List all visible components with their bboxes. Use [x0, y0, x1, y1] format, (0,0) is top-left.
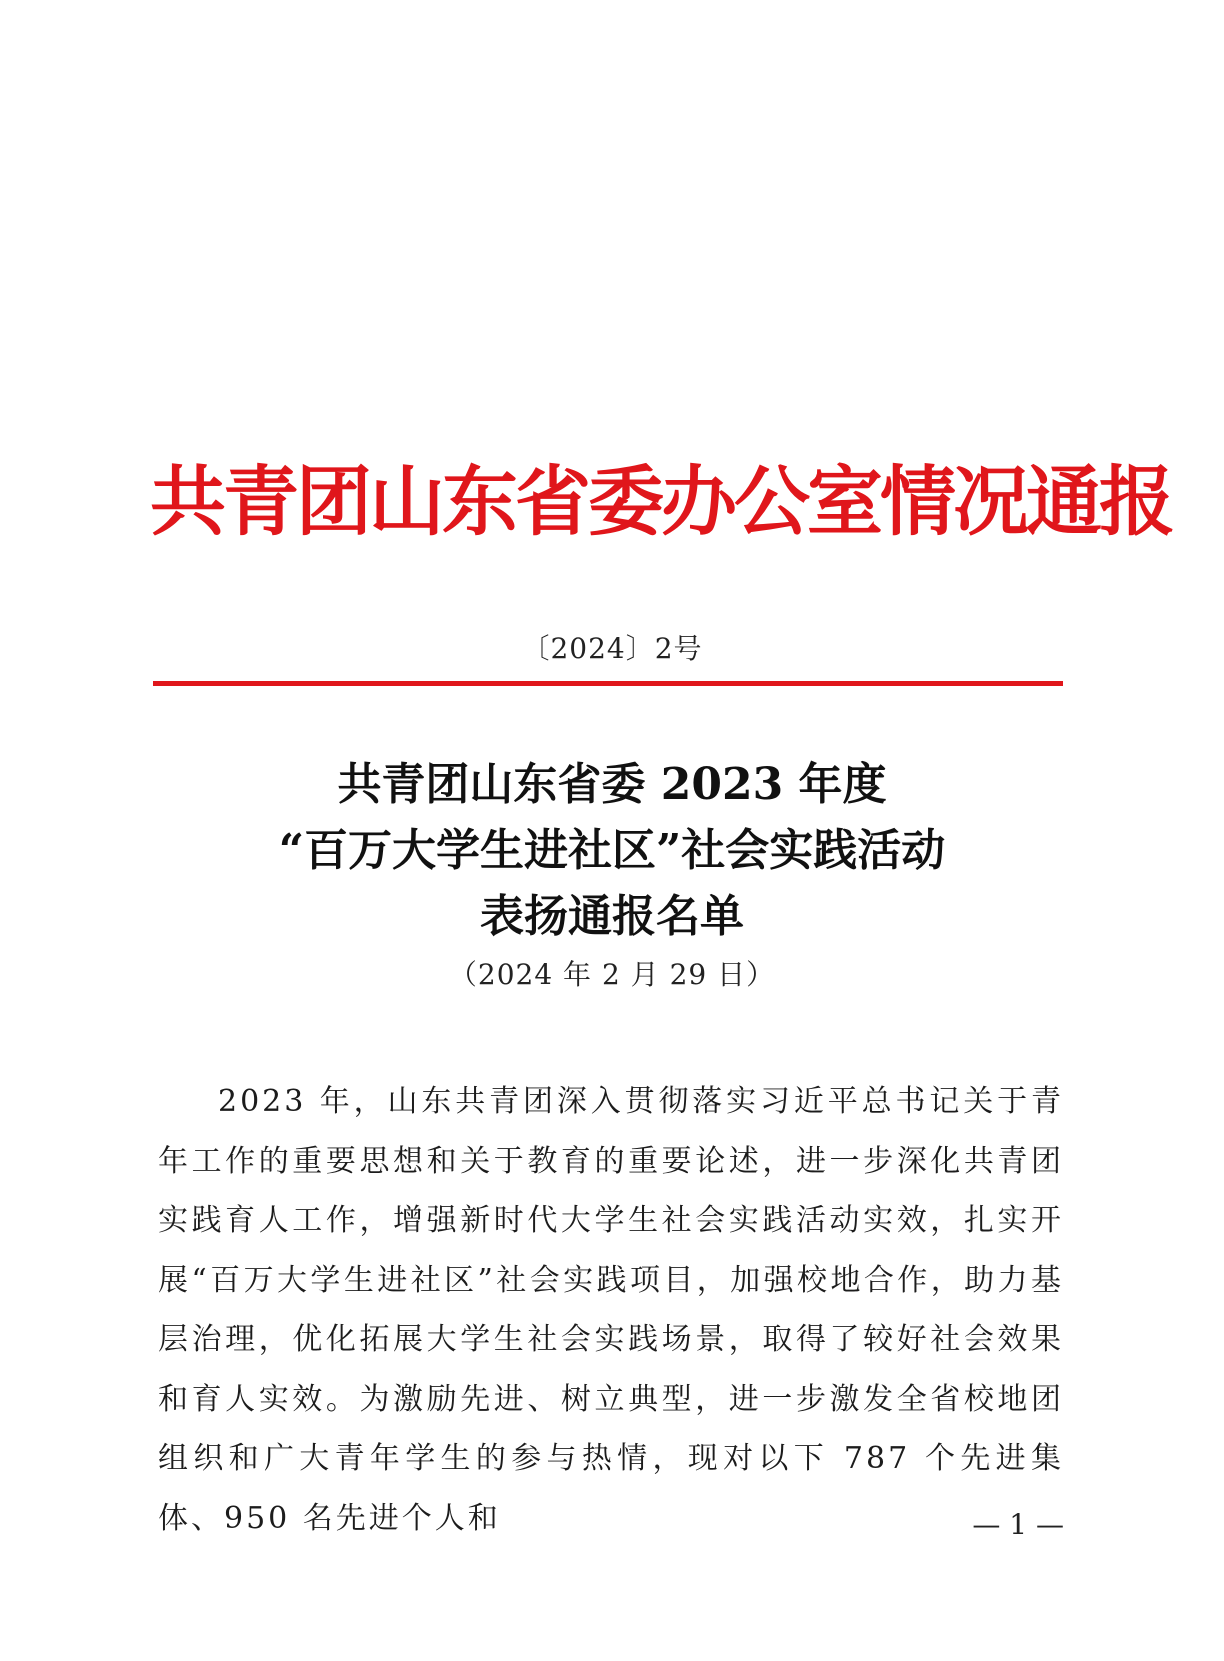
title-line-2: “百万大学生进社区”社会实践活动 — [278, 825, 946, 876]
document-title — [150, 752, 1074, 950]
title-line-1: 共青团山东省委 2023 年度 — [337, 759, 887, 810]
page-number: — 1 — — [972, 1508, 1064, 1541]
title-line-3: 表扬通报名单 — [480, 891, 744, 942]
document-number: 〔2024〕2号 — [521, 632, 703, 665]
header-divider — [153, 681, 1063, 686]
document-header: 共青团山东省委办公室情况通报 — [150, 457, 1172, 546]
body-paragraph: 2023 年，山东共青团深入贯彻落实习近平总书记关于青年工作的重要思想和关于教育的重要论述，进一步深化共青团实践育人工作，增强新时代大学生社会实践活动实效，扎实开展“百万大学生进社区”社会实践项目，加强校地合作，助力基层治理，优化拓展大学生社会实践场景，取得了较好社会效果和育人实效。为激励先进、树立典型，进一步激发全省校地团组织和广大青年学生的参与热情，现对以下 787 个先进集体、950 名先进个人和 — [158, 1084, 1064, 1536]
document-date: （2024 年 2 月 29 日） — [448, 958, 776, 991]
